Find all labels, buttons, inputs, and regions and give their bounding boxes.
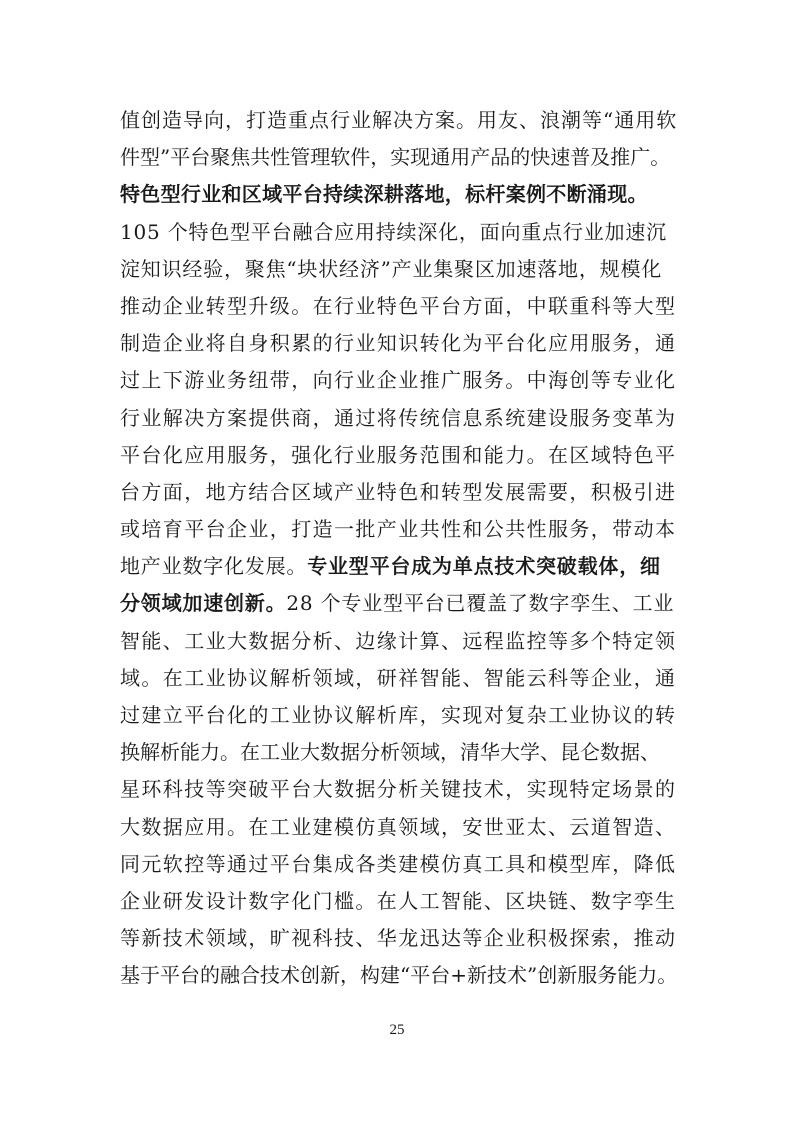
text-line xyxy=(120,846,680,883)
text-line xyxy=(120,920,680,957)
text-segment: 行业解决方案提供商，通过将传统信息系统建设服务变革为 xyxy=(120,405,677,430)
text-segment: 28 个专业型平台已覆盖了数字孪生、工业 xyxy=(286,591,675,616)
text-line xyxy=(120,288,680,325)
text-line xyxy=(120,474,680,511)
text-segment: 过上下游业务纽带，向行业企业推广服务。中海创等专业化 xyxy=(120,368,677,393)
text-line xyxy=(120,548,680,585)
text-line xyxy=(120,734,680,771)
text-segment: 等新技术领域，旷视科技、华龙迅达等企业积极探索，推动 xyxy=(120,926,677,951)
bold-text-segment: 分领域加速创新。 xyxy=(120,591,287,616)
text-line xyxy=(120,214,680,251)
bold-text-segment: 专业型平台成为单点技术突破载体，细 xyxy=(307,554,661,579)
text-line xyxy=(120,585,680,622)
text-segment: 值创造导向，打造重点行业解决方案。用友、浪潮等“通用软 xyxy=(120,108,678,132)
text-segment: 105 个特色型平台融合应用持续深化，面向重点行业加速沉 xyxy=(120,219,667,244)
text-segment: 换解析能力。在工业大数据分析领域，清华大学、昆仑数据、 xyxy=(120,740,660,765)
text-line xyxy=(120,102,680,139)
text-line xyxy=(120,437,680,474)
text-line xyxy=(120,400,680,437)
text-line xyxy=(120,660,680,697)
text-segment: 推动企业转型升级。在行业特色平台方面，中联重科等大型 xyxy=(120,293,677,318)
text-segment: 台方面，地方结合区域产业特色和转型发展需要，积极引进 xyxy=(120,479,677,504)
page-number: 25 xyxy=(389,1022,405,1038)
text-line xyxy=(120,957,680,994)
text-line xyxy=(120,139,680,176)
text-segment: 基于平台的融合技术创新，构建“平台+新技术”创新服务能力。 xyxy=(120,963,678,988)
bold-heading-line xyxy=(120,176,680,213)
text-segment: 件型”平台聚焦共性管理软件，实现通用产品的快速普及推广。 xyxy=(120,145,671,170)
text-segment: 过建立平台化的工业协议解析库，实现对复杂工业协议的转 xyxy=(120,703,677,727)
text-segment: 地产业数字化发展。 xyxy=(120,554,308,579)
text-segment: 企业研发设计数字化门槛。在人工智能、区块链、数字孪生 xyxy=(120,888,677,913)
text-segment: 淀知识经验，聚焦“块状经济”产业集聚区加速落地，规模化 xyxy=(120,256,663,281)
text-line xyxy=(120,511,680,548)
text-segment: 同元软控等通过平台集成各类建模仿真工具和模型库，降低 xyxy=(120,851,677,876)
text-line xyxy=(120,883,680,920)
text-line xyxy=(120,697,680,734)
text-segment: 平台化应用服务，强化行业服务范围和能力。在区域特色平 xyxy=(120,442,677,467)
text-line xyxy=(120,325,680,362)
bold-text-segment: 特色型行业和区域平台持续深耕落地，标杆案例不断涌现。 xyxy=(120,182,648,207)
text-segment: 制造企业将自身积累的行业知识转化为平台化应用服务，通 xyxy=(120,331,677,356)
text-line xyxy=(120,623,680,660)
text-segment: 星环科技等突破平台大数据分析关键技术，实现特定场景的 xyxy=(120,777,677,802)
text-segment: 智能、工业大数据分析、边缘计算、远程监控等多个特定领 xyxy=(120,628,677,653)
text-segment: 或培育平台企业，打造一批产业共性和公共性服务，带动本 xyxy=(120,517,677,542)
text-line xyxy=(120,362,680,399)
text-segment: 大数据应用。在工业建模仿真领域，安世亚太、云道智造、 xyxy=(120,814,677,839)
text-line xyxy=(120,251,680,288)
body-paragraph xyxy=(120,102,680,995)
text-segment: 域。在工业协议解析领域，研祥智能、智能云科等企业，通 xyxy=(120,665,677,690)
text-line xyxy=(120,771,680,808)
text-line xyxy=(120,809,680,846)
